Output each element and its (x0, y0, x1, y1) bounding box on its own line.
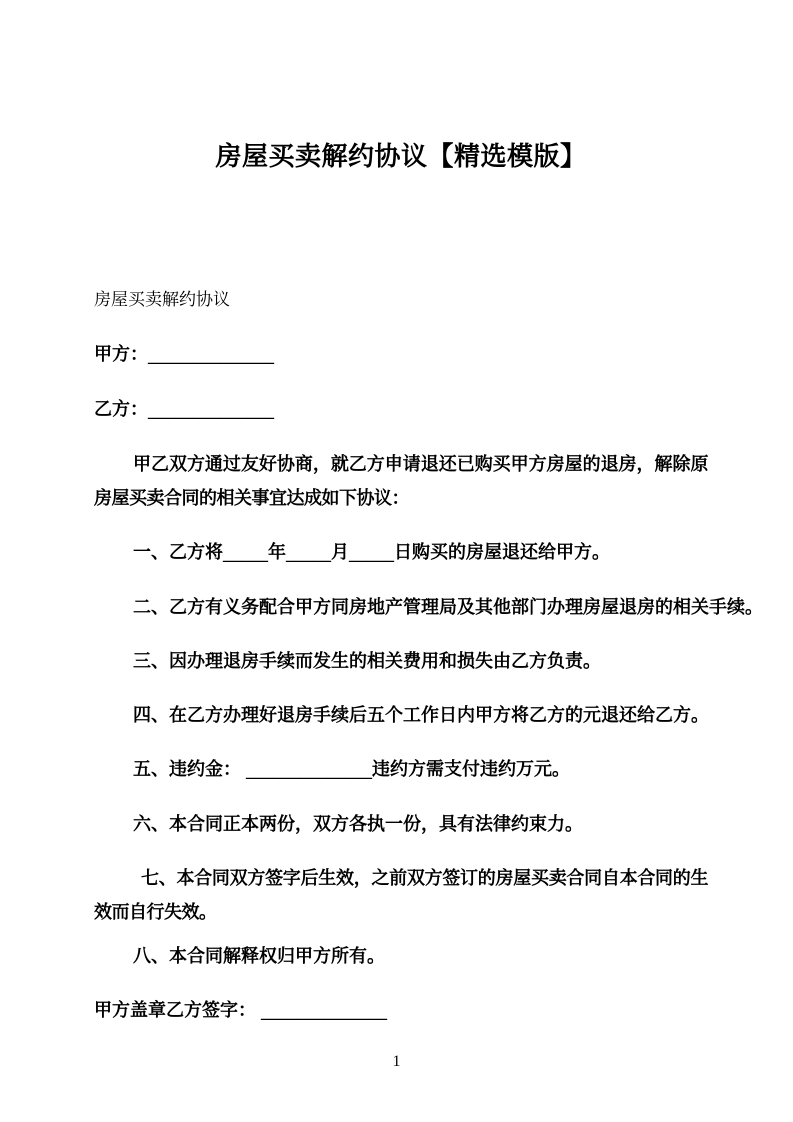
clause-3: 三、因办理退房手续而发生的相关费用和损失由乙方负责。 (133, 651, 601, 671)
clause-1-text-post: 日购买的房屋退还给甲方。 (394, 542, 610, 562)
clause-5-penalty-blank: ______________ (246, 759, 373, 780)
party-b-blank: ______________ (148, 399, 274, 420)
document-subtitle: 房屋买卖解约协议 (94, 290, 230, 309)
signature-label: 甲方盖章乙方签字： (94, 1000, 262, 1020)
clause-1-month-blank: _____ (286, 542, 331, 563)
document-title: 房屋买卖解约协议【精选模版】 (215, 141, 587, 171)
party-b-label: 乙方： (94, 399, 148, 419)
clause-2: 二、乙方有义务配合甲方同房地产管理局及其他部门办理房屋退房的相关手续。 (133, 597, 763, 617)
party-b-line (94, 392, 708, 427)
clause-5 (94, 752, 708, 787)
clause-5-text-post: 违约方需支付违约万元。 (372, 759, 571, 779)
party-a-line (94, 337, 708, 372)
clause-4: 四、在乙方办理好退房手续后五个工作日内甲方将乙方的元退还给乙方。 (133, 705, 709, 725)
page-number: 1 (392, 1053, 401, 1070)
clause-1-month-label: 月 (331, 542, 349, 562)
party-a-label: 甲方： (94, 344, 148, 364)
clause-1-year-blank: _____ (223, 542, 268, 563)
clause-6: 六、本合同正本两份，双方各执一份，具有法律约束力。 (133, 814, 583, 834)
party-a-blank: ______________ (148, 344, 274, 365)
signature-blank: ______________ (261, 1000, 388, 1021)
preamble-paragraph: 甲乙双方通过友好协商，就乙方申请退还已购买甲方房屋的退房，解除原房屋买卖合同的相关事宜达成如下协议： (94, 454, 708, 508)
clause-1-text-pre: 一、乙方将 (133, 542, 223, 562)
signature-line (94, 993, 708, 1028)
clause-1 (94, 535, 708, 570)
clause-1-year-label: 年 (268, 542, 286, 562)
clause-7: 七、本合同双方签字后生效，之前双方签订的房屋买卖合同自本合同的生效而自行失效。 (94, 868, 708, 922)
page-footer (0, 1052, 793, 1072)
clause-1-day-blank: _____ (349, 542, 394, 563)
clause-5-text-pre: 五、违约金： (133, 759, 247, 779)
clause-8: 八、本合同解释权归甲方所有。 (133, 946, 385, 966)
